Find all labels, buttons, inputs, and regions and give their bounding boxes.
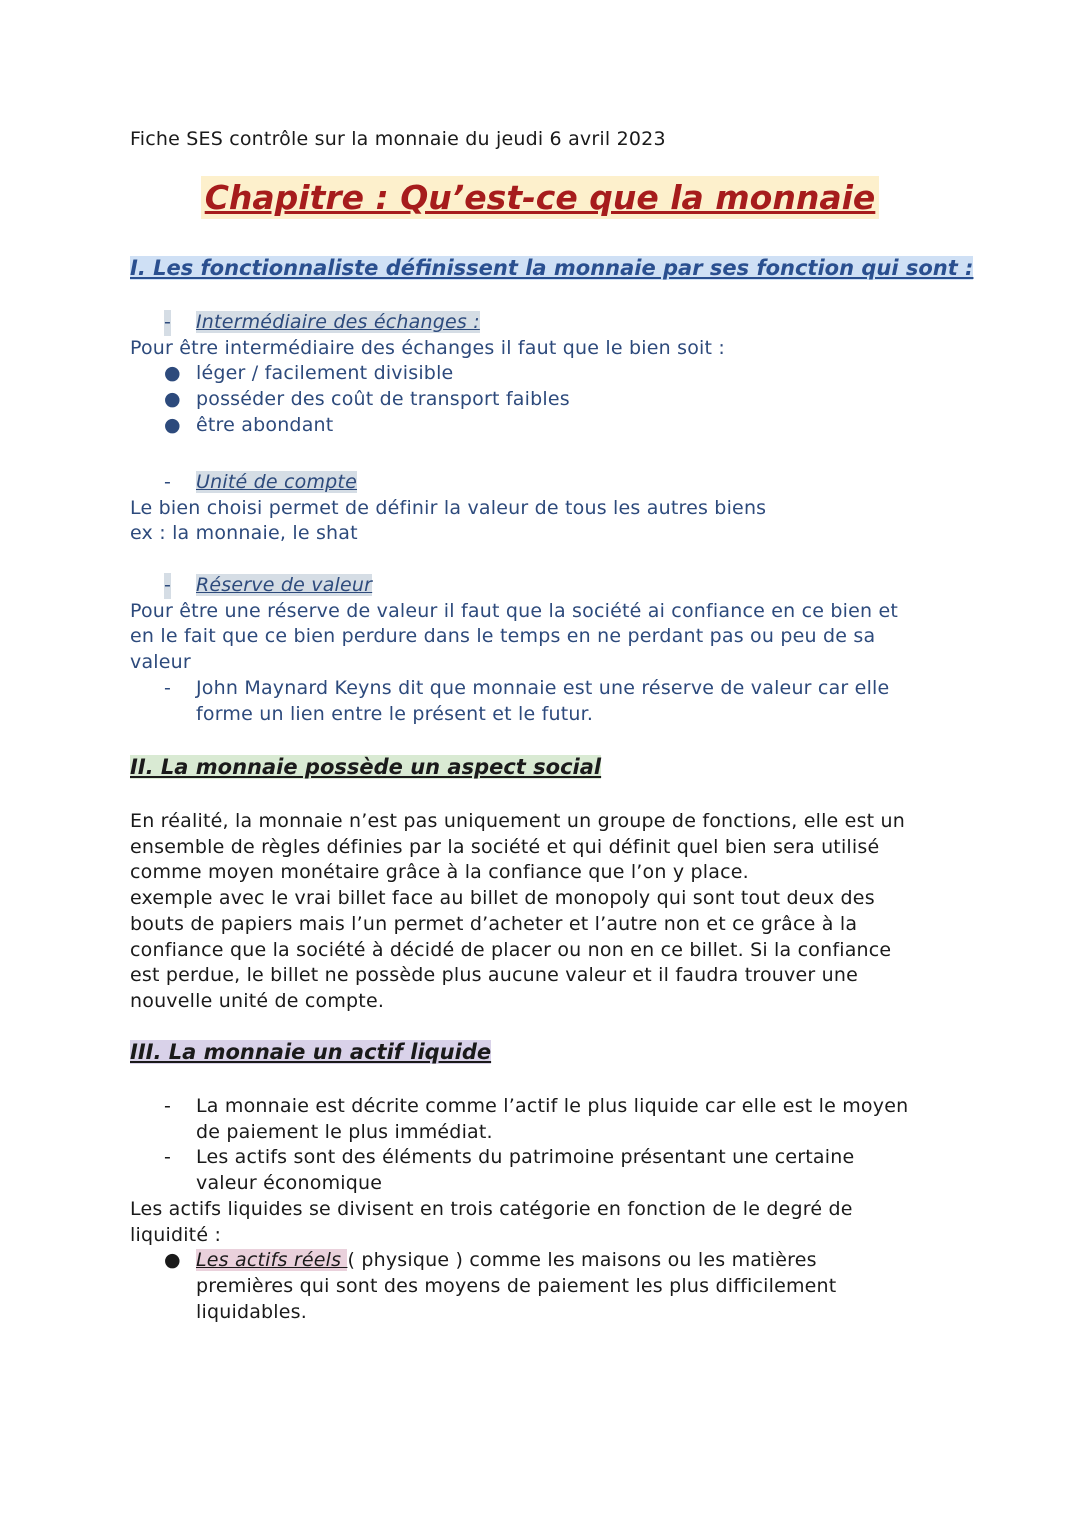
actifs-reels-label: Les actifs réels <box>196 1249 348 1272</box>
text-line: comme moyen monétaire grâce à la confiance que l’on y place. <box>130 861 749 884</box>
text-line: valeur <box>130 651 191 674</box>
text-line: forme un lien entre le présent et le futur. <box>196 702 594 725</box>
dash-marker: - <box>164 471 172 493</box>
reserve-item <box>130 573 898 599</box>
bullet-text: léger / facilement divisible <box>196 362 454 385</box>
section-3-heading: III. La monnaie un actif liquide <box>130 1040 492 1064</box>
text-line: Le bien choisi permet de définir la valeur de tous les autres biens <box>130 496 767 519</box>
text-line: La monnaie est décrite comme l’actif le plus liquide car elle est le moyen <box>196 1095 909 1117</box>
dash-item <box>130 1145 908 1171</box>
text-line: valeur économique <box>196 1172 383 1195</box>
bullet-icon: ● <box>164 362 181 385</box>
text-line: bouts de papiers mais l’un permet d’acheter et l’autre non et ce grâce à la <box>130 912 858 935</box>
bullet-icon: ● <box>164 1249 181 1272</box>
unite-item <box>130 470 766 496</box>
text-line: liquidité : <box>130 1223 222 1246</box>
text-line: ( physique ) comme les maisons ou les matières <box>347 1249 817 1272</box>
text-line: de paiement le plus immédiat. <box>196 1120 493 1143</box>
bullet-text: être abondant <box>196 413 334 436</box>
section-2-heading: II. La monnaie possède un aspect social <box>130 755 602 779</box>
dash-item <box>130 1094 908 1120</box>
dash-marker: - <box>164 676 172 699</box>
text-line: en le fait que ce bien perdure dans le temps en ne perdant pas ou peu de sa <box>130 625 876 648</box>
intermediaire-intro: Pour être intermédiaire des échanges il faut que le bien soit : <box>130 336 726 359</box>
bullet-icon: ● <box>164 413 181 436</box>
text-line: nouvelle unité de compte. <box>130 989 385 1012</box>
bullet-item <box>130 387 725 413</box>
text-line: Pour être une réserve de valeur il faut que la société ai confiance en ce bien et <box>130 599 899 622</box>
section-2-paragraph <box>130 809 905 1015</box>
dash-marker: - <box>164 573 171 599</box>
text-line: ex : la monnaie, le shat <box>130 522 358 545</box>
keynes-item <box>130 676 898 702</box>
text-line: premières qui sont des moyens de paiement les plus difficilement <box>196 1274 837 1297</box>
unite-label: Unité de compte <box>196 471 357 493</box>
bullet-text: posséder des coût de transport faibles <box>196 388 570 411</box>
chapter-title: Chapitre : Qu’est-ce que la monnaie <box>201 176 880 219</box>
text-line: Les actifs liquides se divisent en trois catégorie en fonction de le degré de <box>130 1197 853 1220</box>
bullet-item <box>130 361 725 387</box>
chapter-title-wrap <box>0 178 1080 217</box>
document-header: Fiche SES contrôle sur la monnaie du jeudi 6 avril 2023 <box>130 128 666 150</box>
bullet-item <box>130 413 725 439</box>
bullet-icon: ● <box>164 388 181 411</box>
bullet-item <box>130 1248 908 1274</box>
section-1-heading: I. Les fonctionnaliste définissent la monnaie par ses fonction qui sont : <box>130 256 974 280</box>
reserve-block <box>130 573 898 727</box>
text-line: exemple avec le vrai billet face au billet de monopoly qui sont tout deux des <box>130 887 875 910</box>
dash-marker: - <box>164 310 171 336</box>
intermediaire-item <box>130 310 725 336</box>
unite-block <box>130 470 766 547</box>
text-line: John Maynard Keyns dit que monnaie est une réserve de valeur car elle <box>196 676 890 699</box>
dash-marker: - <box>164 1146 172 1169</box>
dash-marker: - <box>164 1095 172 1117</box>
text-line: ensemble de règles définies par la société et qui définit quel bien sera utilisé <box>130 835 880 858</box>
intermediaire-block <box>130 310 725 439</box>
text-line: confiance que la société à décidé de placer ou non en ce billet. Si la confiance <box>130 938 892 961</box>
text-line: est perdue, le billet ne possède plus aucune valeur et il faudra trouver une <box>130 964 858 987</box>
intermediaire-label: Intermédiaire des échanges : <box>196 311 480 333</box>
text-line: En réalité, la monnaie n’est pas uniquement un groupe de fonctions, elle est un <box>130 810 906 832</box>
text-line: liquidables. <box>196 1300 308 1323</box>
text-line: Les actifs sont des éléments du patrimoine présentant une certaine <box>196 1146 855 1169</box>
reserve-label: Réserve de valeur <box>196 574 373 596</box>
section-3-body <box>130 1094 908 1325</box>
